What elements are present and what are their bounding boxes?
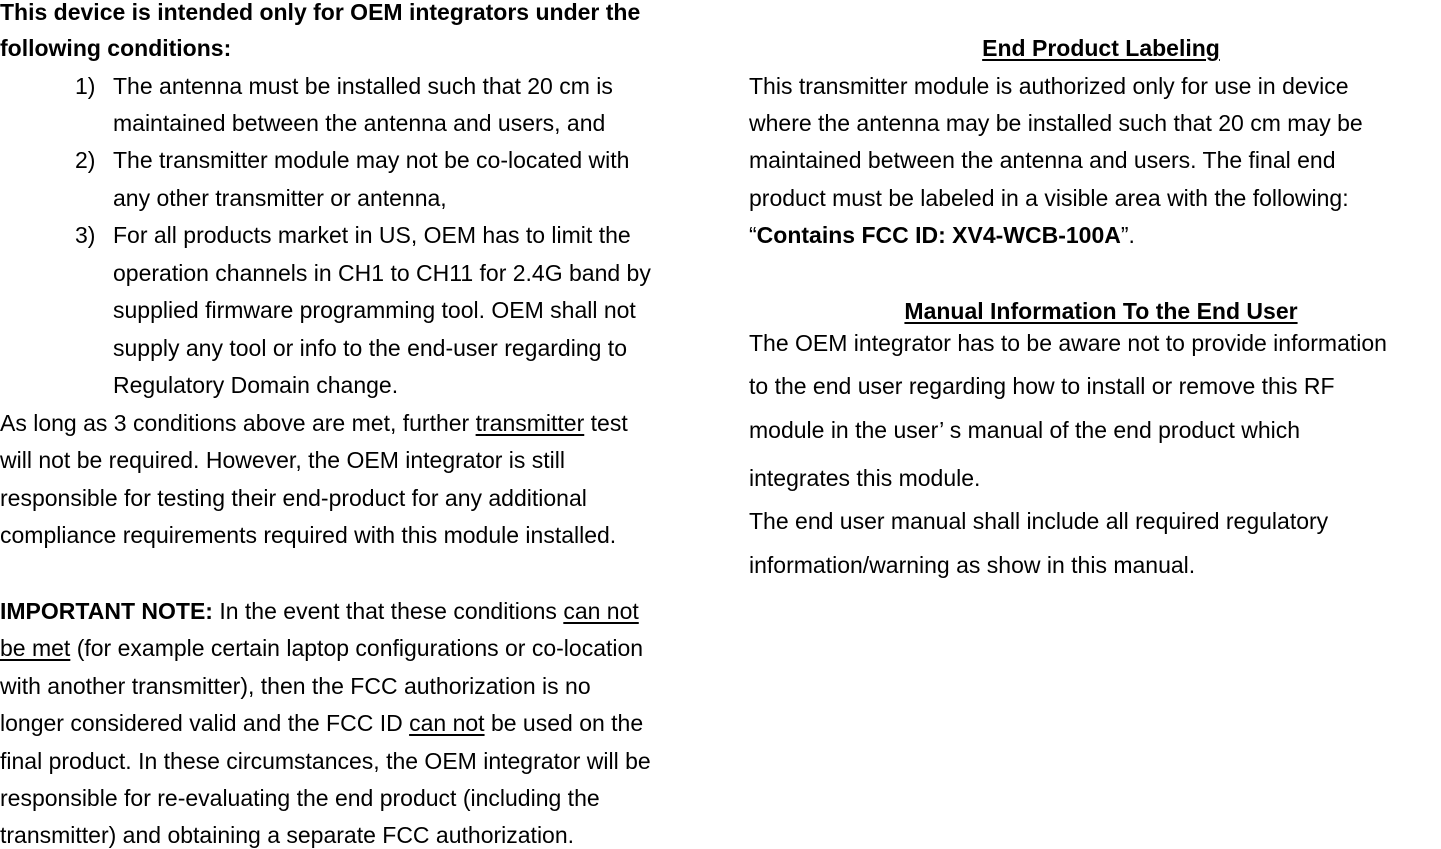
note-text: be used on the — [484, 710, 644, 736]
quote-mark: ”. — [1120, 222, 1135, 248]
note-text: (for example certain laptop configurations or co-location — [70, 635, 644, 661]
summary-line-3: responsible for testing their end-product for any additional — [0, 485, 587, 511]
condition-number-1: 1) — [75, 73, 96, 99]
summary-underlined-term: transmitter — [475, 410, 585, 436]
manual-line-1: The OEM integrator has to be aware not to provide information — [749, 330, 1387, 356]
condition-number-2: 2) — [75, 147, 96, 173]
note-text: longer considered valid and the FCC ID — [0, 710, 410, 736]
condition-1-line-2: maintained between the antenna and users, and — [113, 110, 606, 136]
labeling-line-4: product must be labeled in a visible area with the following: — [749, 185, 1349, 211]
important-note-label: IMPORTANT NOTE: — [0, 598, 213, 624]
note-line-6: responsible for re-evaluating the end product (including the — [0, 785, 600, 811]
manual-line-6: information/warning as show in this manual. — [749, 552, 1196, 578]
labeling-line-1: This transmitter module is authorized only for use in device — [749, 73, 1349, 99]
note-underlined-term: can not — [409, 710, 485, 736]
condition-3-line-2: operation channels in CH1 to CH11 for 2.4G band by — [113, 260, 651, 286]
intro-line-2: following conditions: — [0, 35, 232, 61]
manual-line-2: to the end user regarding how to install or remove this RF — [749, 373, 1335, 399]
condition-3-line-5: Regulatory Domain change. — [113, 372, 399, 398]
condition-3-line-4: supply any tool or info to the end-user regarding to — [113, 335, 627, 361]
manual-line-5: The end user manual shall include all required regulatory — [749, 508, 1329, 534]
quote-mark: “ — [749, 222, 757, 248]
summary-line-2: will not be required. However, the OEM integrator is still — [0, 447, 566, 473]
manual-line-3: module in the user’ s manual of the end product which — [749, 417, 1301, 443]
labeling-line-3: maintained between the antenna and users. The final end — [749, 147, 1336, 173]
fcc-id-label: Contains FCC ID: XV4-WCB-100A — [756, 222, 1121, 248]
manual-line-4: integrates this module. — [749, 465, 981, 491]
intro-line-1: This device is intended only for OEM integrators under the — [0, 0, 641, 25]
condition-2-line-2: any other transmitter or antenna, — [113, 185, 447, 211]
condition-3-line-1: For all products market in US, OEM has to limit the — [113, 222, 631, 248]
note-underlined-term: be met — [0, 635, 71, 661]
summary-line-1 — [0, 409, 628, 437]
summary-text: test — [584, 410, 628, 436]
condition-3-line-3: supplied firmware programming tool. OEM shall not — [113, 297, 636, 323]
note-line-4 — [0, 709, 643, 737]
condition-1-line-1: The antenna must be installed such that 20 cm is — [113, 73, 613, 99]
note-line-7: transmitter) and obtaining a separate FCC authorization. — [0, 822, 575, 848]
labeling-line-2: where the antenna may be installed such that 20 cm may be — [749, 110, 1363, 136]
condition-2-line-1: The transmitter module may not be co-located with — [113, 147, 630, 173]
summary-line-4: compliance requirements required with this module installed. — [0, 522, 617, 548]
note-line-5: final product. In these circumstances, the OEM integrator will be — [0, 748, 651, 774]
condition-number-3: 3) — [75, 222, 96, 248]
summary-text: As long as 3 conditions above are met, further — [0, 410, 476, 436]
note-text: In the event that these conditions — [212, 598, 564, 624]
note-line-3: with another transmitter), then the FCC authorization is no — [0, 673, 591, 699]
note-line-2 — [0, 634, 643, 662]
manual-information-heading: Manual Information To the End User — [904, 298, 1298, 324]
note-underlined-term: can not — [563, 598, 639, 624]
note-line-1 — [0, 597, 639, 625]
end-product-labeling-heading: End Product Labeling — [982, 35, 1220, 61]
fcc-id-line — [749, 221, 1135, 249]
